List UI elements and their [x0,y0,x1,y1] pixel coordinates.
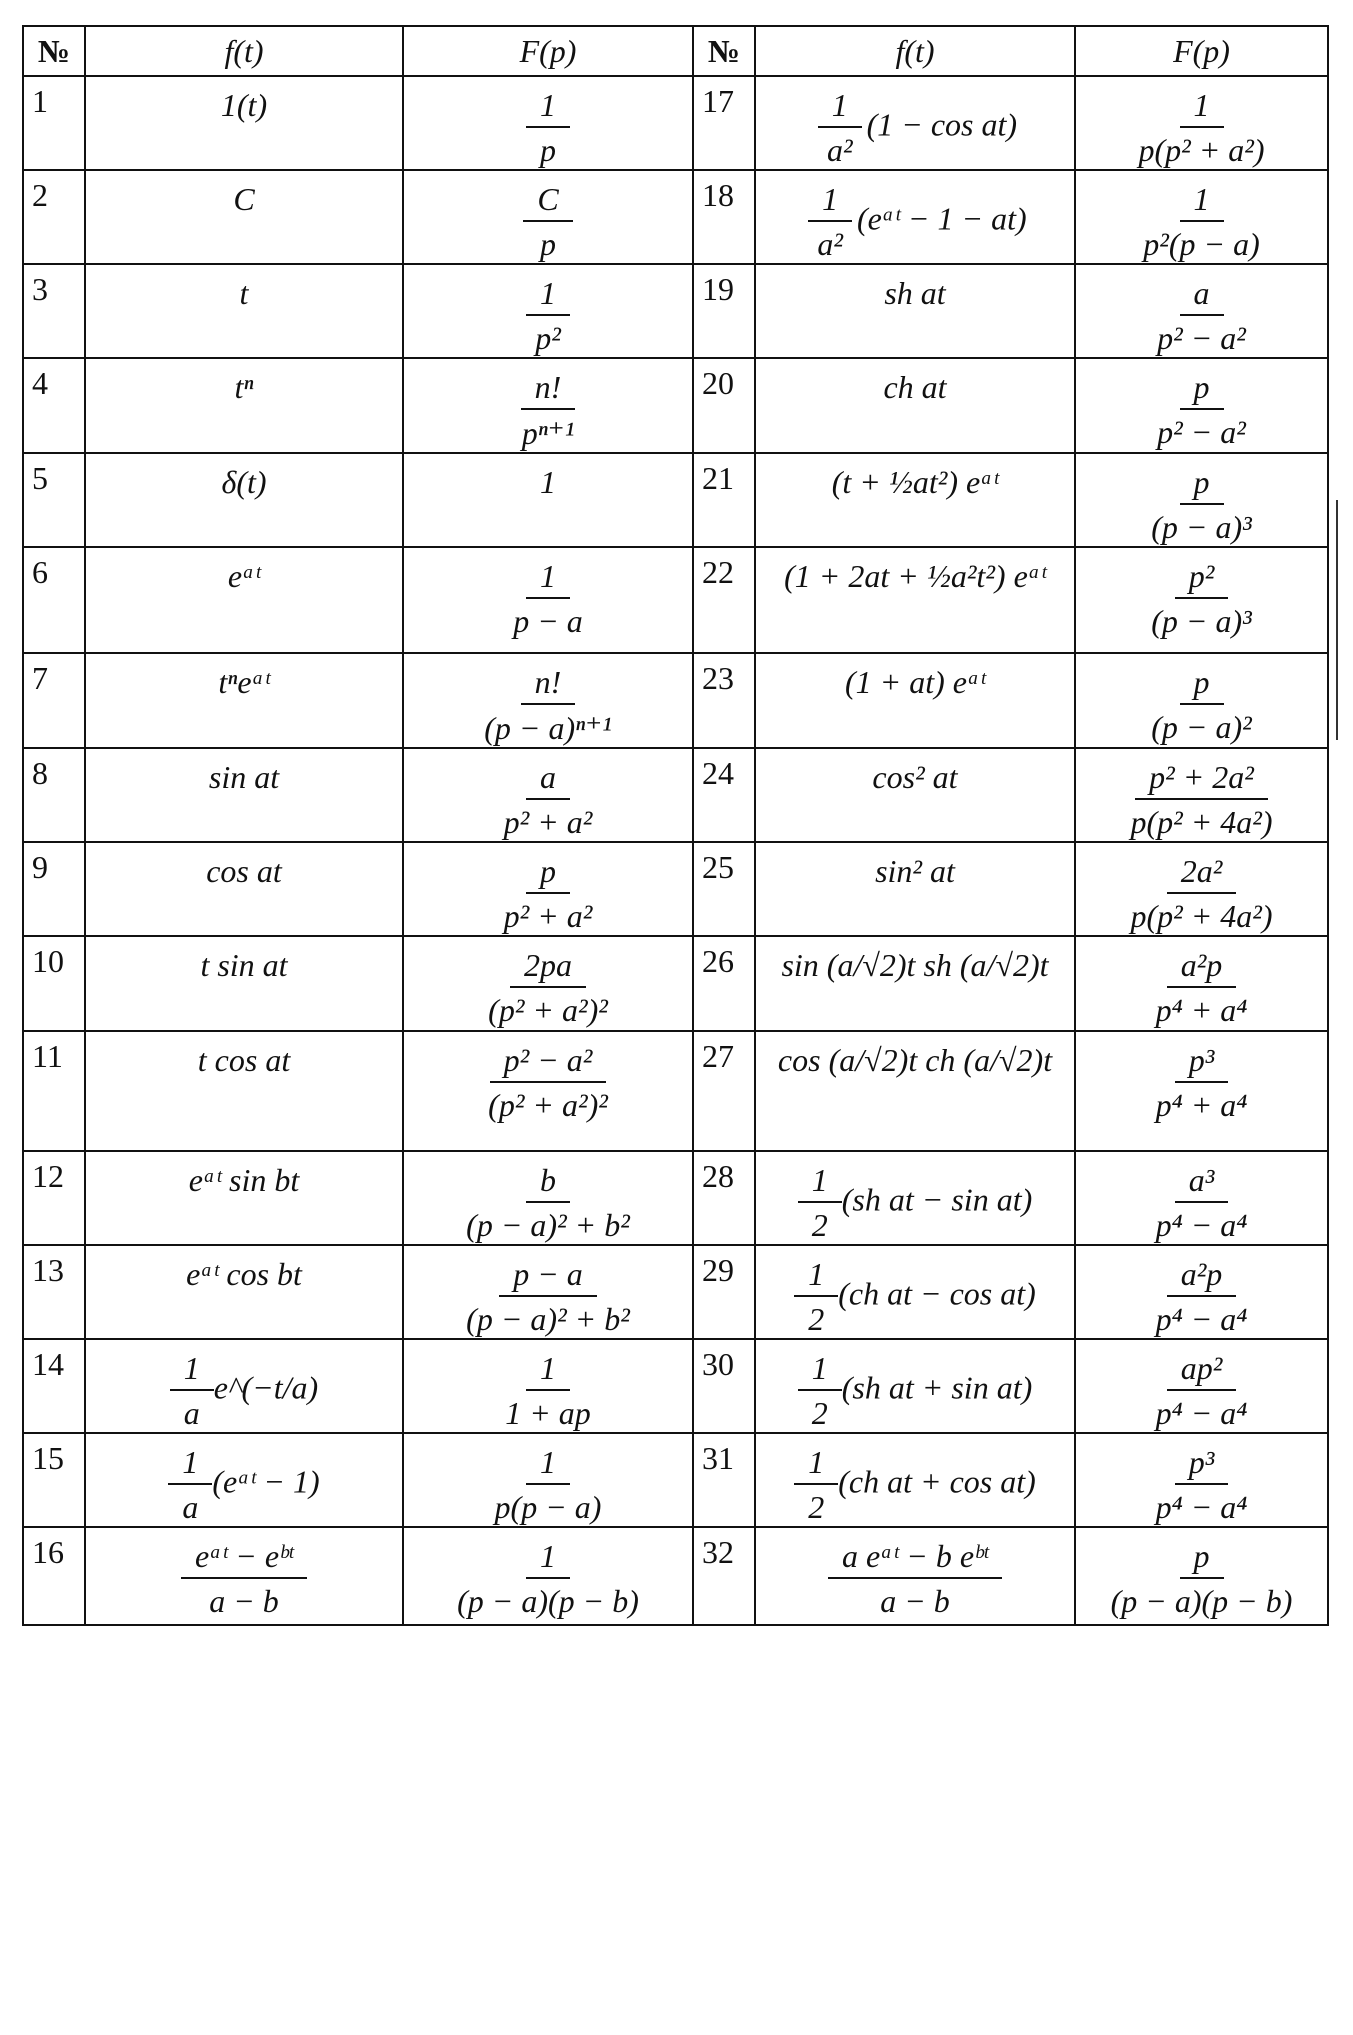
table-row [23,1527,1328,1625]
laplace-image-denominator: p⁴ − a⁴ [1155,1489,1248,1525]
laplace-image-fraction [1143,275,1260,357]
row-number: 16 [23,1527,85,1625]
table-row [23,936,1328,1031]
original-function-denominator: 2 [811,1207,828,1243]
original-function-expression: (eᵃᵗ − 1 − at) [856,200,1027,237]
original-function-expression: t sin at [200,947,288,983]
header-row [23,26,1328,76]
original-function [755,170,1075,264]
row-number: 23 [693,653,755,748]
original-function-expression: (ch at − cos at) [838,1275,1036,1312]
original-function-expression: t [239,275,249,311]
laplace-image [403,76,693,170]
header-image-right: F(p) [1075,26,1328,76]
original-function [755,547,1075,653]
row-number: 17 [693,76,755,170]
original-function-numerator: 1 [798,1350,842,1391]
laplace-image-denominator: (p − a)² + b² [466,1301,630,1337]
row-number: 12 [23,1151,85,1245]
laplace-image-denominator: p² − a² [1157,414,1246,450]
original-function [85,1433,403,1527]
laplace-image-numerator: p² [1175,558,1229,599]
laplace-image-numerator: p [1180,664,1224,705]
row-number: 20 [693,358,755,453]
original-function-expression: eᵃᵗ [227,558,261,594]
laplace-image [403,1433,693,1527]
table-row [23,748,1328,842]
header-number-left: № [23,26,85,76]
laplace-image-fraction [1142,1350,1262,1432]
laplace-image [1075,1339,1328,1433]
laplace-image [1075,547,1328,653]
original-function-expression: tⁿeᵃᵗ [218,664,270,700]
laplace-image-denominator: (p² + a²)² [488,992,608,1028]
original-function [755,748,1075,842]
laplace-image-fraction [470,664,625,747]
header-original-right: f(t) [755,26,1075,76]
original-function [85,936,403,1031]
original-function [755,1151,1075,1245]
original-function-numerator: 1 [168,1444,212,1485]
row-number: 18 [693,170,755,264]
original-function [755,264,1075,358]
laplace-image-fraction [452,1162,644,1244]
laplace-image [403,1151,693,1245]
laplace-image-denominator: p − a [513,603,583,639]
laplace-image-numerator: 1 [1180,87,1224,128]
laplace-image-fraction [443,1538,653,1620]
original-function [85,264,403,358]
laplace-image-denominator: p² − a² [1157,320,1246,356]
original-function-expression: ch at [883,369,947,405]
row-number: 13 [23,1245,85,1339]
original-function [755,1031,1075,1151]
original-function [85,76,403,170]
row-number: 25 [693,842,755,936]
table-row [23,1031,1328,1151]
original-function [755,453,1075,547]
laplace-image-numerator: a²p [1167,947,1237,988]
table-row [23,1433,1328,1527]
table-row [23,1245,1328,1339]
original-function-denominator: 2 [808,1301,825,1337]
original-function-fraction [813,87,867,169]
laplace-image [1075,1031,1328,1151]
original-function-expression: cos at [206,853,282,889]
laplace-image-numerator: 1 [526,558,570,599]
original-function-fraction [798,1162,842,1244]
laplace-image-denominator: p² + a² [503,804,593,840]
row-number: 30 [693,1339,755,1433]
laplace-image-numerator: 2pa [510,947,586,988]
laplace-image-denominator: (p − a)² [1151,709,1252,745]
original-function-expression: (eᵃᵗ − 1) [212,1463,320,1500]
laplace-image-fraction [474,1042,622,1124]
original-function-fraction [794,1444,838,1526]
original-function [85,842,403,936]
original-function-fraction [794,1256,838,1338]
laplace-image-denominator: p⁴ − a⁴ [1155,1395,1248,1431]
original-function [755,936,1075,1031]
row-number: 5 [23,453,85,547]
laplace-image-fraction [499,558,597,640]
laplace-image [1075,1527,1328,1625]
laplace-image-numerator: p² − a² [490,1042,607,1083]
laplace-image-numerator: 1 [526,1350,570,1391]
laplace-image [1075,76,1328,170]
laplace-image-denominator: p [540,226,556,262]
laplace-image-numerator: p [1180,464,1224,505]
table-row [23,547,1328,653]
original-function-expression: (1 − cos at) [866,106,1018,143]
laplace-image-fraction [1116,853,1286,935]
row-number: 1 [23,76,85,170]
laplace-image-denominator: (p − a)³ [1151,603,1252,639]
laplace-image-numerator: ap² [1167,1350,1237,1391]
laplace-image-numerator: a [1180,275,1224,316]
laplace-image [403,547,693,653]
original-function-expression: tⁿ [234,369,254,405]
laplace-image-fraction [1142,1444,1262,1526]
original-function-fraction [803,181,857,263]
laplace-image-denominator: p(p² + 4a²) [1130,804,1273,840]
laplace-image-denominator: (p − a)³ [1151,509,1252,545]
row-number: 21 [693,453,755,547]
original-function-denominator: a [182,1489,199,1525]
laplace-image [403,842,693,936]
original-function-denominator: a² [817,226,843,262]
row-number: 22 [693,547,755,653]
original-function [85,1031,403,1151]
laplace-image-fraction [1137,558,1266,640]
laplace-image-fraction [491,1350,605,1432]
laplace-image-numerator: 1 [1180,181,1224,222]
laplace-image [1075,453,1328,547]
laplace-image-denominator: pⁿ⁺¹ [521,415,575,451]
original-function-expression: (ch at + cos at) [838,1463,1036,1500]
original-function-expression: 1(t) [220,87,268,123]
table-row [23,653,1328,748]
laplace-image-denominator: p(p² + 4a²) [1130,898,1273,934]
original-function [85,1151,403,1245]
table-row [23,264,1328,358]
original-function-fraction [181,1538,307,1620]
original-function-numerator: 1 [794,1256,838,1297]
laplace-image-numerator: 2a² [1167,853,1237,894]
laplace-image-numerator: p [1180,1538,1224,1579]
laplace-image [403,1031,693,1151]
laplace-image [1075,264,1328,358]
original-function-denominator: a [183,1395,200,1431]
original-function-expression: (t + ½at²) eᵃᵗ [831,464,999,500]
header-image-left: F(p) [403,26,693,76]
original-function-fraction [170,1350,214,1432]
laplace-image-numerator: n! [521,664,576,705]
laplace-image-denominator: p(p² + a²) [1138,132,1265,168]
original-function-expression: (1 + at) eᵃᵗ [844,664,986,700]
original-function-fraction [828,1538,1002,1620]
table-row [23,842,1328,936]
original-function-expression: (1 + 2at + ½a²t²) eᵃᵗ [784,558,1046,594]
laplace-image-numerator: 1 [526,1444,570,1485]
laplace-image [403,264,693,358]
original-function [755,1339,1075,1433]
laplace-image-fraction [1137,664,1266,746]
row-number: 14 [23,1339,85,1433]
laplace-image-expression: 1 [540,464,556,500]
laplace-image-denominator: p⁴ − a⁴ [1155,1207,1248,1243]
laplace-image-fraction [1142,1162,1262,1244]
laplace-image-numerator: p³ [1175,1042,1229,1083]
row-number: 7 [23,653,85,748]
laplace-image [1075,358,1328,453]
laplace-image [403,936,693,1031]
laplace-image-fraction [521,275,575,357]
laplace-image-fraction [452,1256,644,1338]
original-function [85,547,403,653]
laplace-image-fraction [1142,1042,1262,1124]
laplace-image-denominator: (p − a)ⁿ⁺¹ [484,710,612,746]
row-number: 10 [23,936,85,1031]
original-function-expression: C [233,181,255,217]
table-row [23,358,1328,453]
laplace-image-denominator: (p − a)² + b² [466,1207,630,1243]
original-function-expression: e^(−t/a) [213,1369,319,1406]
original-function-expression: sh at [884,275,946,311]
laplace-image [403,358,693,453]
original-function-numerator: 1 [794,1444,838,1485]
original-function-denominator: 2 [808,1489,825,1525]
laplace-transform-table [22,25,1329,1626]
laplace-image-fraction [481,1444,616,1526]
original-function-expression: sin at [208,759,280,795]
row-number: 6 [23,547,85,653]
laplace-image [1075,1151,1328,1245]
laplace-image [403,653,693,748]
laplace-image-denominator: p² [535,320,561,356]
laplace-image-numerator: 1 [526,275,570,316]
original-function-denominator: a² [826,132,853,168]
table-row [23,76,1328,170]
original-function [755,76,1075,170]
laplace-image-denominator: (p − a)(p − b) [1110,1583,1293,1619]
row-number: 29 [693,1245,755,1339]
laplace-image [403,1527,693,1625]
laplace-image-fraction [1124,87,1278,169]
laplace-image [403,1245,693,1339]
laplace-image [1075,170,1328,264]
original-function [85,453,403,547]
original-function-numerator: eᵃᵗ − eᵇᵗ [181,1538,307,1579]
original-function [85,1339,403,1433]
row-number: 4 [23,358,85,453]
original-function-expression: δ(t) [221,464,267,500]
laplace-image-numerator: a³ [1175,1162,1229,1203]
original-function-denominator: a − b [880,1583,950,1619]
laplace-image [1075,936,1328,1031]
row-number: 31 [693,1433,755,1527]
laplace-image-numerator: C [523,181,572,222]
row-number: 9 [23,842,85,936]
original-function [755,653,1075,748]
laplace-image-numerator: a²p [1167,1256,1237,1297]
laplace-image-fraction [523,181,572,263]
original-function [85,653,403,748]
row-number: 11 [23,1031,85,1151]
original-function [85,748,403,842]
row-number: 19 [693,264,755,358]
laplace-image-denominator: (p − a)(p − b) [457,1583,639,1619]
header-original-left: f(t) [85,26,403,76]
table-row [23,1151,1328,1245]
row-number: 3 [23,264,85,358]
original-function [85,1527,403,1625]
original-function-numerator: 1 [808,181,852,222]
laplace-image [1075,1433,1328,1527]
laplace-image-fraction [1137,464,1266,546]
original-function-expression: (sh at − sin at) [841,1181,1033,1218]
laplace-image-numerator: b [526,1162,570,1203]
laplace-image-numerator: 1 [526,1538,570,1579]
original-function [755,358,1075,453]
laplace-image-denominator: p² + a² [503,898,593,934]
laplace-image-fraction [1129,181,1274,263]
original-function-expression: (sh at + sin at) [841,1369,1033,1406]
original-function [85,1245,403,1339]
row-number: 28 [693,1151,755,1245]
laplace-image-fraction [1142,1256,1262,1338]
row-number: 26 [693,936,755,1031]
laplace-image-numerator: p [526,853,570,894]
original-function-fraction [168,1444,212,1526]
original-function [85,358,403,453]
table-row [23,453,1328,547]
original-function [755,1245,1075,1339]
laplace-image [403,748,693,842]
original-function-numerator: 1 [818,87,862,128]
laplace-image-numerator: p [1180,369,1224,410]
original-function [755,1433,1075,1527]
original-function-expression: sin (a/√2)t sh (a/√2)t [781,947,1049,983]
table-row [23,170,1328,264]
laplace-image-denominator: p(p − a) [494,1489,602,1525]
laplace-image-numerator: a [526,759,570,800]
original-function-denominator: a − b [209,1583,279,1619]
laplace-image-denominator: 1 + ap [505,1395,591,1431]
original-function-expression: t cos at [197,1042,291,1078]
laplace-image-fraction [1143,369,1260,451]
laplace-image-fraction [490,853,607,935]
laplace-image-numerator: n! [521,369,576,410]
laplace-image-denominator: (p² + a²)² [488,1087,608,1123]
laplace-image-fraction [474,947,622,1029]
laplace-image-numerator: 1 [526,87,570,128]
row-number: 8 [23,748,85,842]
header-number-right: № [693,26,755,76]
original-function-numerator: a eᵃᵗ − b eᵇᵗ [828,1538,1002,1579]
laplace-image-fraction [1097,1538,1307,1620]
laplace-image [1075,748,1328,842]
laplace-image [403,170,693,264]
laplace-image [403,453,693,547]
laplace-image [403,1339,693,1433]
laplace-image-fraction [526,87,570,169]
original-function [85,170,403,264]
row-number: 15 [23,1433,85,1527]
page-edge-mark [1336,500,1338,740]
original-function [755,1527,1075,1625]
laplace-image [1075,1245,1328,1339]
original-function-expression: eᵃᵗ cos bt [186,1256,302,1292]
original-function-expression: cos² at [872,759,958,795]
laplace-image-fraction [1142,947,1262,1029]
laplace-image-denominator: p⁴ + a⁴ [1155,1087,1248,1123]
laplace-image-denominator: p²(p − a) [1143,226,1260,262]
laplace-image-denominator: p⁴ + a⁴ [1155,992,1248,1028]
row-number: 32 [693,1527,755,1625]
laplace-image-denominator: p [540,132,556,168]
laplace-image [1075,842,1328,936]
original-function-numerator: 1 [170,1350,214,1391]
original-function-expression: cos (a/√2)t ch (a/√2)t [777,1042,1053,1078]
laplace-image-fraction [1116,759,1286,841]
row-number: 2 [23,170,85,264]
original-function-fraction [798,1350,842,1432]
original-function-numerator: 1 [798,1162,842,1203]
row-number: 27 [693,1031,755,1151]
laplace-image-numerator: p³ [1175,1444,1229,1485]
row-number: 24 [693,748,755,842]
original-function [755,842,1075,936]
table-row [23,1339,1328,1433]
laplace-image-numerator: p² + 2a² [1135,759,1268,800]
laplace-transform-table-sheet [22,25,1327,2010]
laplace-image-fraction [508,369,589,452]
original-function-expression: sin² at [875,853,955,889]
laplace-image [1075,653,1328,748]
laplace-image-fraction [490,759,607,841]
original-function-expression: eᵃᵗ sin bt [188,1162,300,1198]
laplace-image-numerator: p − a [499,1256,597,1297]
original-function-denominator: 2 [811,1395,828,1431]
laplace-image-denominator: p⁴ − a⁴ [1155,1301,1248,1337]
